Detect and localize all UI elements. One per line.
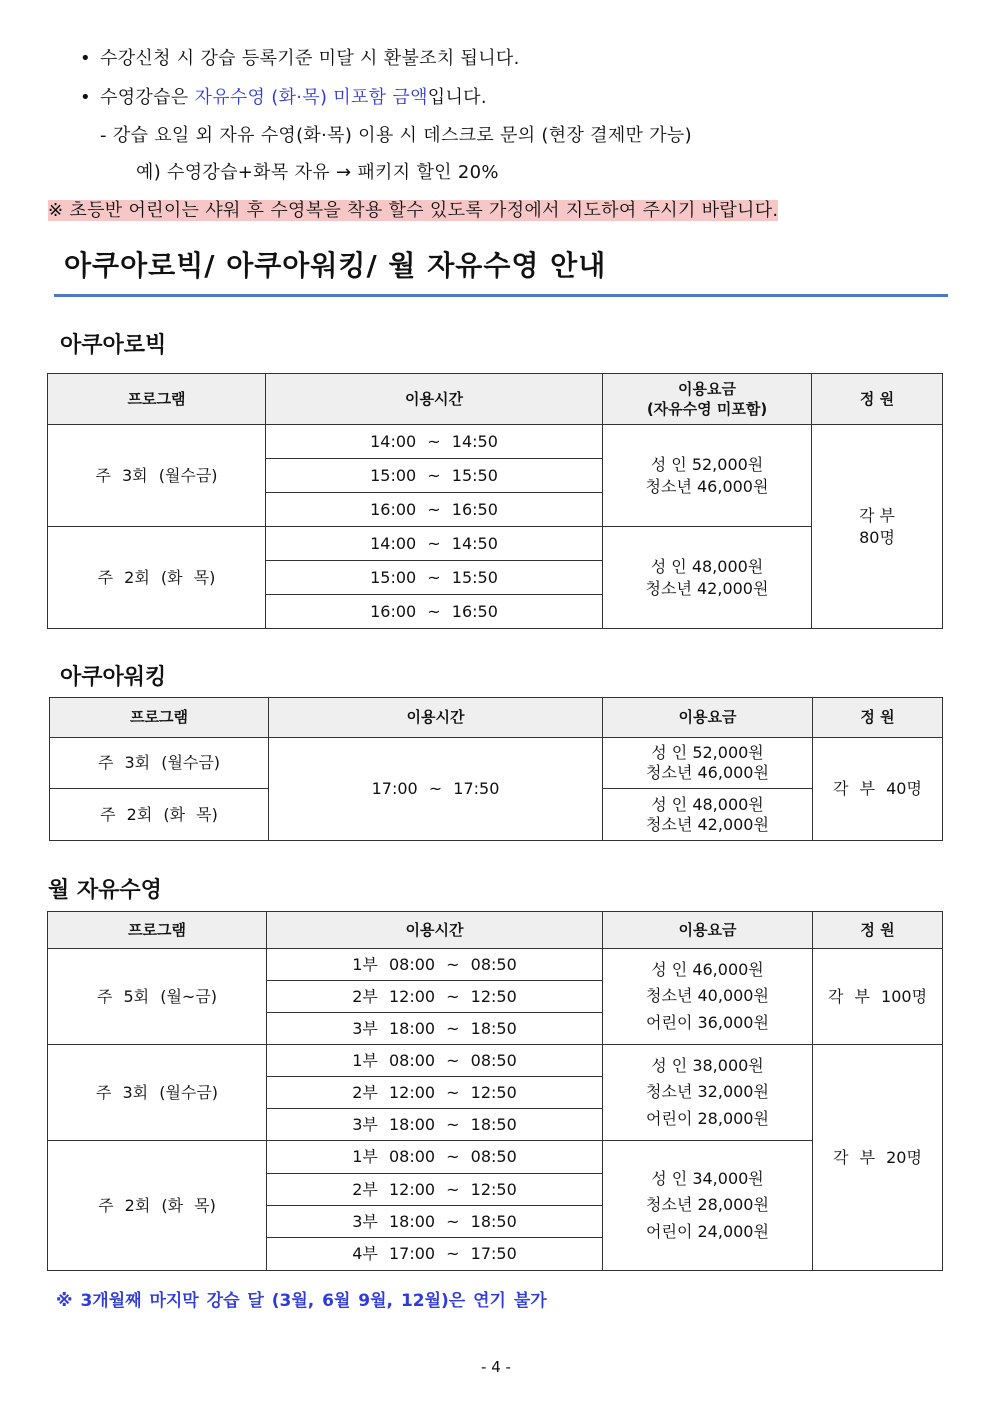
fee-cell: 성 인 48,000원 청소년 42,000원: [603, 789, 813, 841]
time-cell: 14:00 ~ 14:50: [266, 425, 603, 459]
capacity-cell: 각 부 40명: [813, 738, 943, 841]
fee-cell: 성 인 46,000원 청소년 40,000원 어린이 36,000원: [603, 949, 813, 1045]
bullet-icon: •: [80, 48, 91, 69]
free-swim-table: [47, 911, 943, 1271]
header-capacity: 정 원: [813, 912, 943, 949]
header-time: 이용시간: [266, 374, 603, 425]
time-cell: 2부 12:00 ~ 12:50: [267, 1174, 603, 1206]
page-title: 아쿠아로빅/ 아쿠아워킹/ 월 자유수영 안내: [64, 249, 607, 282]
fee-cell: 성 인 52,000원 청소년 46,000원: [603, 425, 812, 527]
time-cell: 16:00 ~ 16:50: [266, 595, 603, 629]
header-time: 이용시간: [269, 698, 603, 738]
table-row: [48, 949, 943, 981]
time-cell: 15:00 ~ 15:50: [266, 561, 603, 595]
program-cell: 주 5회 (월~금): [48, 949, 267, 1045]
note-line-2: • 수영강습은 자유수영 (화·목) 미포함 금액입니다.: [80, 87, 487, 108]
fee-cell: 성 인 34,000원 청소년 28,000원 어린이 24,000원: [603, 1141, 813, 1271]
capacity-cell: 각 부 20명: [813, 1045, 943, 1271]
bullet-icon: •: [80, 87, 91, 108]
time-cell: 17:00 ~ 17:50: [269, 738, 603, 841]
page-number: - 4 -: [481, 1358, 511, 1376]
header-program: 프로그램: [48, 912, 267, 949]
time-cell: 2부 12:00 ~ 12:50: [267, 1077, 603, 1109]
highlight-text: 자유수영 (화·목) 미포함 금액: [194, 87, 428, 108]
table-header-row: [48, 912, 943, 949]
header-capacity: 정 원: [812, 374, 943, 425]
table-row: [48, 1045, 943, 1077]
program-cell: 주 2회 (화 목): [48, 527, 266, 629]
header-capacity: 정 원: [813, 698, 943, 738]
postpone-footnote: ※ 3개월째 마지막 강습 달 (3월, 6월 9월, 12월)은 연기 불가: [56, 1291, 547, 1311]
warning-note: ※ 초등반 어린이는 샤워 후 수영복을 착용 할수 있도록 가정에서 지도하여 주시기 바랍니다.: [48, 200, 779, 221]
table-header-row: [48, 374, 943, 425]
time-cell: 15:00 ~ 15:50: [266, 459, 603, 493]
walking-table: [49, 697, 943, 841]
program-cell: 주 3회 (월수금): [50, 738, 269, 789]
aerobic-title: 아쿠아로빅: [60, 333, 167, 358]
fee-cell: 성 인 52,000원 청소년 46,000원: [603, 738, 813, 789]
note-line-3: - 강습 요일 외 자유 수영(화·목) 이용 시 데스크로 문의 (현장 결제만 가능): [100, 125, 692, 146]
table-row: [48, 425, 943, 459]
note-line-4: 예) 수영강습+화목 자유 → 패키지 할인 20%: [136, 162, 499, 183]
program-cell: 주 2회 (화 목): [50, 789, 269, 841]
capacity-cell: 각 부 100명: [813, 949, 943, 1045]
header-fee: 이용요금 (자유수영 미포함): [603, 374, 812, 425]
header-program: 프로그램: [48, 374, 266, 425]
time-cell: 1부 08:00 ~ 08:50: [267, 949, 603, 981]
header-time: 이용시간: [267, 912, 603, 949]
aerobic-table: [47, 373, 943, 629]
time-cell: 4부 17:00 ~ 17:50: [267, 1238, 603, 1271]
program-cell: 주 3회 (월수금): [48, 1045, 267, 1141]
fee-cell: 성 인 48,000원 청소년 42,000원: [603, 527, 812, 629]
time-cell: 1부 08:00 ~ 08:50: [267, 1045, 603, 1077]
capacity-cell: 각 부 80명: [812, 425, 943, 629]
table-row: [48, 527, 943, 561]
time-cell: 2부 12:00 ~ 12:50: [267, 981, 603, 1013]
note-line-1: • 수강신청 시 강습 등록기준 미달 시 환불조치 됩니다.: [80, 48, 520, 69]
time-cell: 1부 08:00 ~ 08:50: [267, 1141, 603, 1174]
program-cell: 주 3회 (월수금): [48, 425, 266, 527]
fee-cell: 성 인 38,000원 청소년 32,000원 어린이 28,000원: [603, 1045, 813, 1141]
header-fee: 이용요금: [603, 912, 813, 949]
title-divider: [54, 294, 948, 297]
table-header-row: [50, 698, 943, 738]
table-row: [48, 1141, 943, 1174]
time-cell: 3부 18:00 ~ 18:50: [267, 1109, 603, 1141]
time-cell: 3부 18:00 ~ 18:50: [267, 1013, 603, 1045]
header-fee: 이용요금: [603, 698, 813, 738]
time-cell: 16:00 ~ 16:50: [266, 493, 603, 527]
program-cell: 주 2회 (화 목): [48, 1141, 267, 1271]
time-cell: 14:00 ~ 14:50: [266, 527, 603, 561]
free-swim-title: 월 자유수영: [48, 878, 162, 903]
walking-title: 아쿠아워킹: [60, 665, 167, 690]
time-cell: 3부 18:00 ~ 18:50: [267, 1206, 603, 1238]
header-program: 프로그램: [50, 698, 269, 738]
table-row: [50, 738, 943, 789]
